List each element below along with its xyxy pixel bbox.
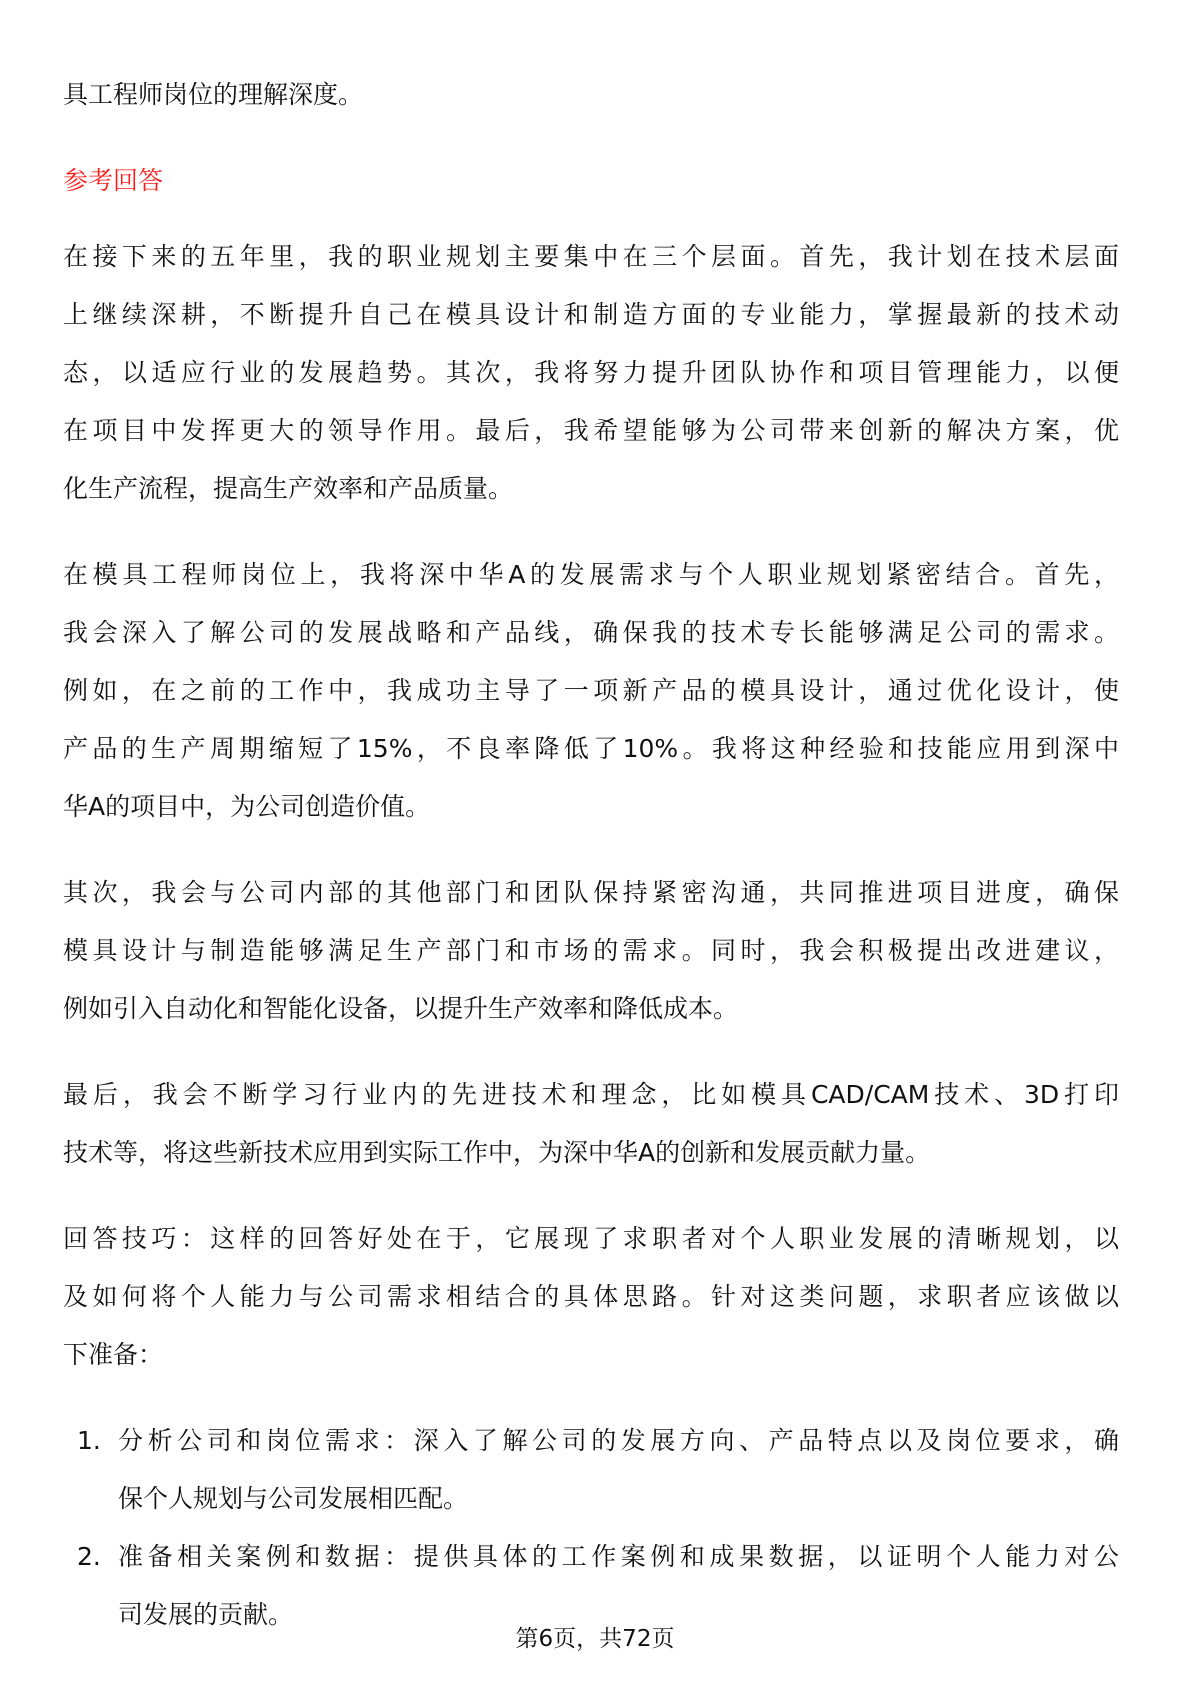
text-line: 我会深入了解公司的发展战略和产品线，确保我的技术专长能够满足公司的需求。 bbox=[63, 618, 1119, 647]
section-heading: 参考回答 bbox=[63, 166, 164, 195]
text-line: 保个人规划与公司发展相匹配。 bbox=[118, 1484, 469, 1513]
text-line: 例如引入自动化和智能化设备，以提升生产效率和降低成本。 bbox=[63, 994, 739, 1023]
text-line: 在接下来的五年里，我的职业规划主要集中在三个层面。首先，我计划在技术层面 bbox=[63, 242, 1119, 271]
text-line: 回答技巧：这样的回答好处在于，它展现了求职者对个人职业发展的清晰规划，以 bbox=[63, 1224, 1119, 1253]
tips-list bbox=[63, 1412, 1119, 1644]
text-line: 技术等，将这些新技术应用到实际工作中，为深中华A的创新和发展贡献力量。 bbox=[63, 1138, 931, 1167]
list-item bbox=[63, 1412, 1119, 1528]
text-line: 分析公司和岗位需求：深入了解公司的发展方向、产品特点以及岗位要求，确 bbox=[118, 1426, 1119, 1455]
text-line: 模具设计与制造能够满足生产部门和市场的需求。同时，我会积极提出改进建议， bbox=[63, 936, 1119, 965]
list-number: 2. bbox=[77, 1542, 101, 1571]
text-line: 化生产流程，提高生产效率和产品质量。 bbox=[63, 474, 514, 503]
document-body bbox=[63, 66, 1119, 1644]
text-line: 其次，我会与公司内部的其他部门和团队保持紧密沟通，共同推进项目进度，确保 bbox=[63, 878, 1119, 907]
paragraph bbox=[63, 1066, 1119, 1182]
list-number: 1. bbox=[77, 1426, 101, 1455]
text-line: 上继续深耕，不断提升自己在模具设计和制造方面的专业能力，掌握最新的技术动 bbox=[63, 300, 1119, 329]
paragraph bbox=[63, 228, 1119, 518]
paragraph bbox=[63, 864, 1119, 1038]
text-line: 例如，在之前的工作中，我成功主导了一项新产品的模具设计，通过优化设计，使 bbox=[63, 676, 1119, 705]
text-line: 华A的项目中，为公司创造价值。 bbox=[63, 792, 431, 821]
text-line: 及如何将个人能力与公司需求相结合的具体思路。针对这类问题，求职者应该做以 bbox=[63, 1282, 1119, 1311]
text-line: 最后，我会不断学习行业内的先进技术和理念，比如模具CAD/CAM技术、3D打印 bbox=[63, 1080, 1119, 1109]
text-line: 下准备： bbox=[63, 1340, 164, 1369]
text-line: 在模具工程师岗位上，我将深中华A的发展需求与个人职业规划紧密结合。首先， bbox=[63, 560, 1119, 589]
intro-tail bbox=[63, 66, 1119, 124]
text-line: 态，以适应行业的发展趋势。其次，我将努力提升团队协作和项目管理能力，以便 bbox=[63, 358, 1119, 387]
text-line: 准备相关案例和数据：提供具体的工作案例和成果数据，以证明个人能力对公 bbox=[118, 1542, 1119, 1571]
text-line: 在项目中发挥更大的领导作用。最后，我希望能够为公司带来创新的解决方案，优 bbox=[63, 416, 1119, 445]
text-line: 司发展的贡献。 bbox=[118, 1600, 294, 1629]
text-line: 产品的生产周期缩短了15%，不良率降低了10%。我将这种经验和技能应用到深中 bbox=[63, 734, 1119, 763]
page-number: 第6页，共72页 bbox=[515, 1626, 675, 1652]
paragraph bbox=[63, 546, 1119, 836]
text-line: 具工程师岗位的理解深度。 bbox=[63, 80, 364, 109]
paragraph bbox=[63, 1210, 1119, 1384]
